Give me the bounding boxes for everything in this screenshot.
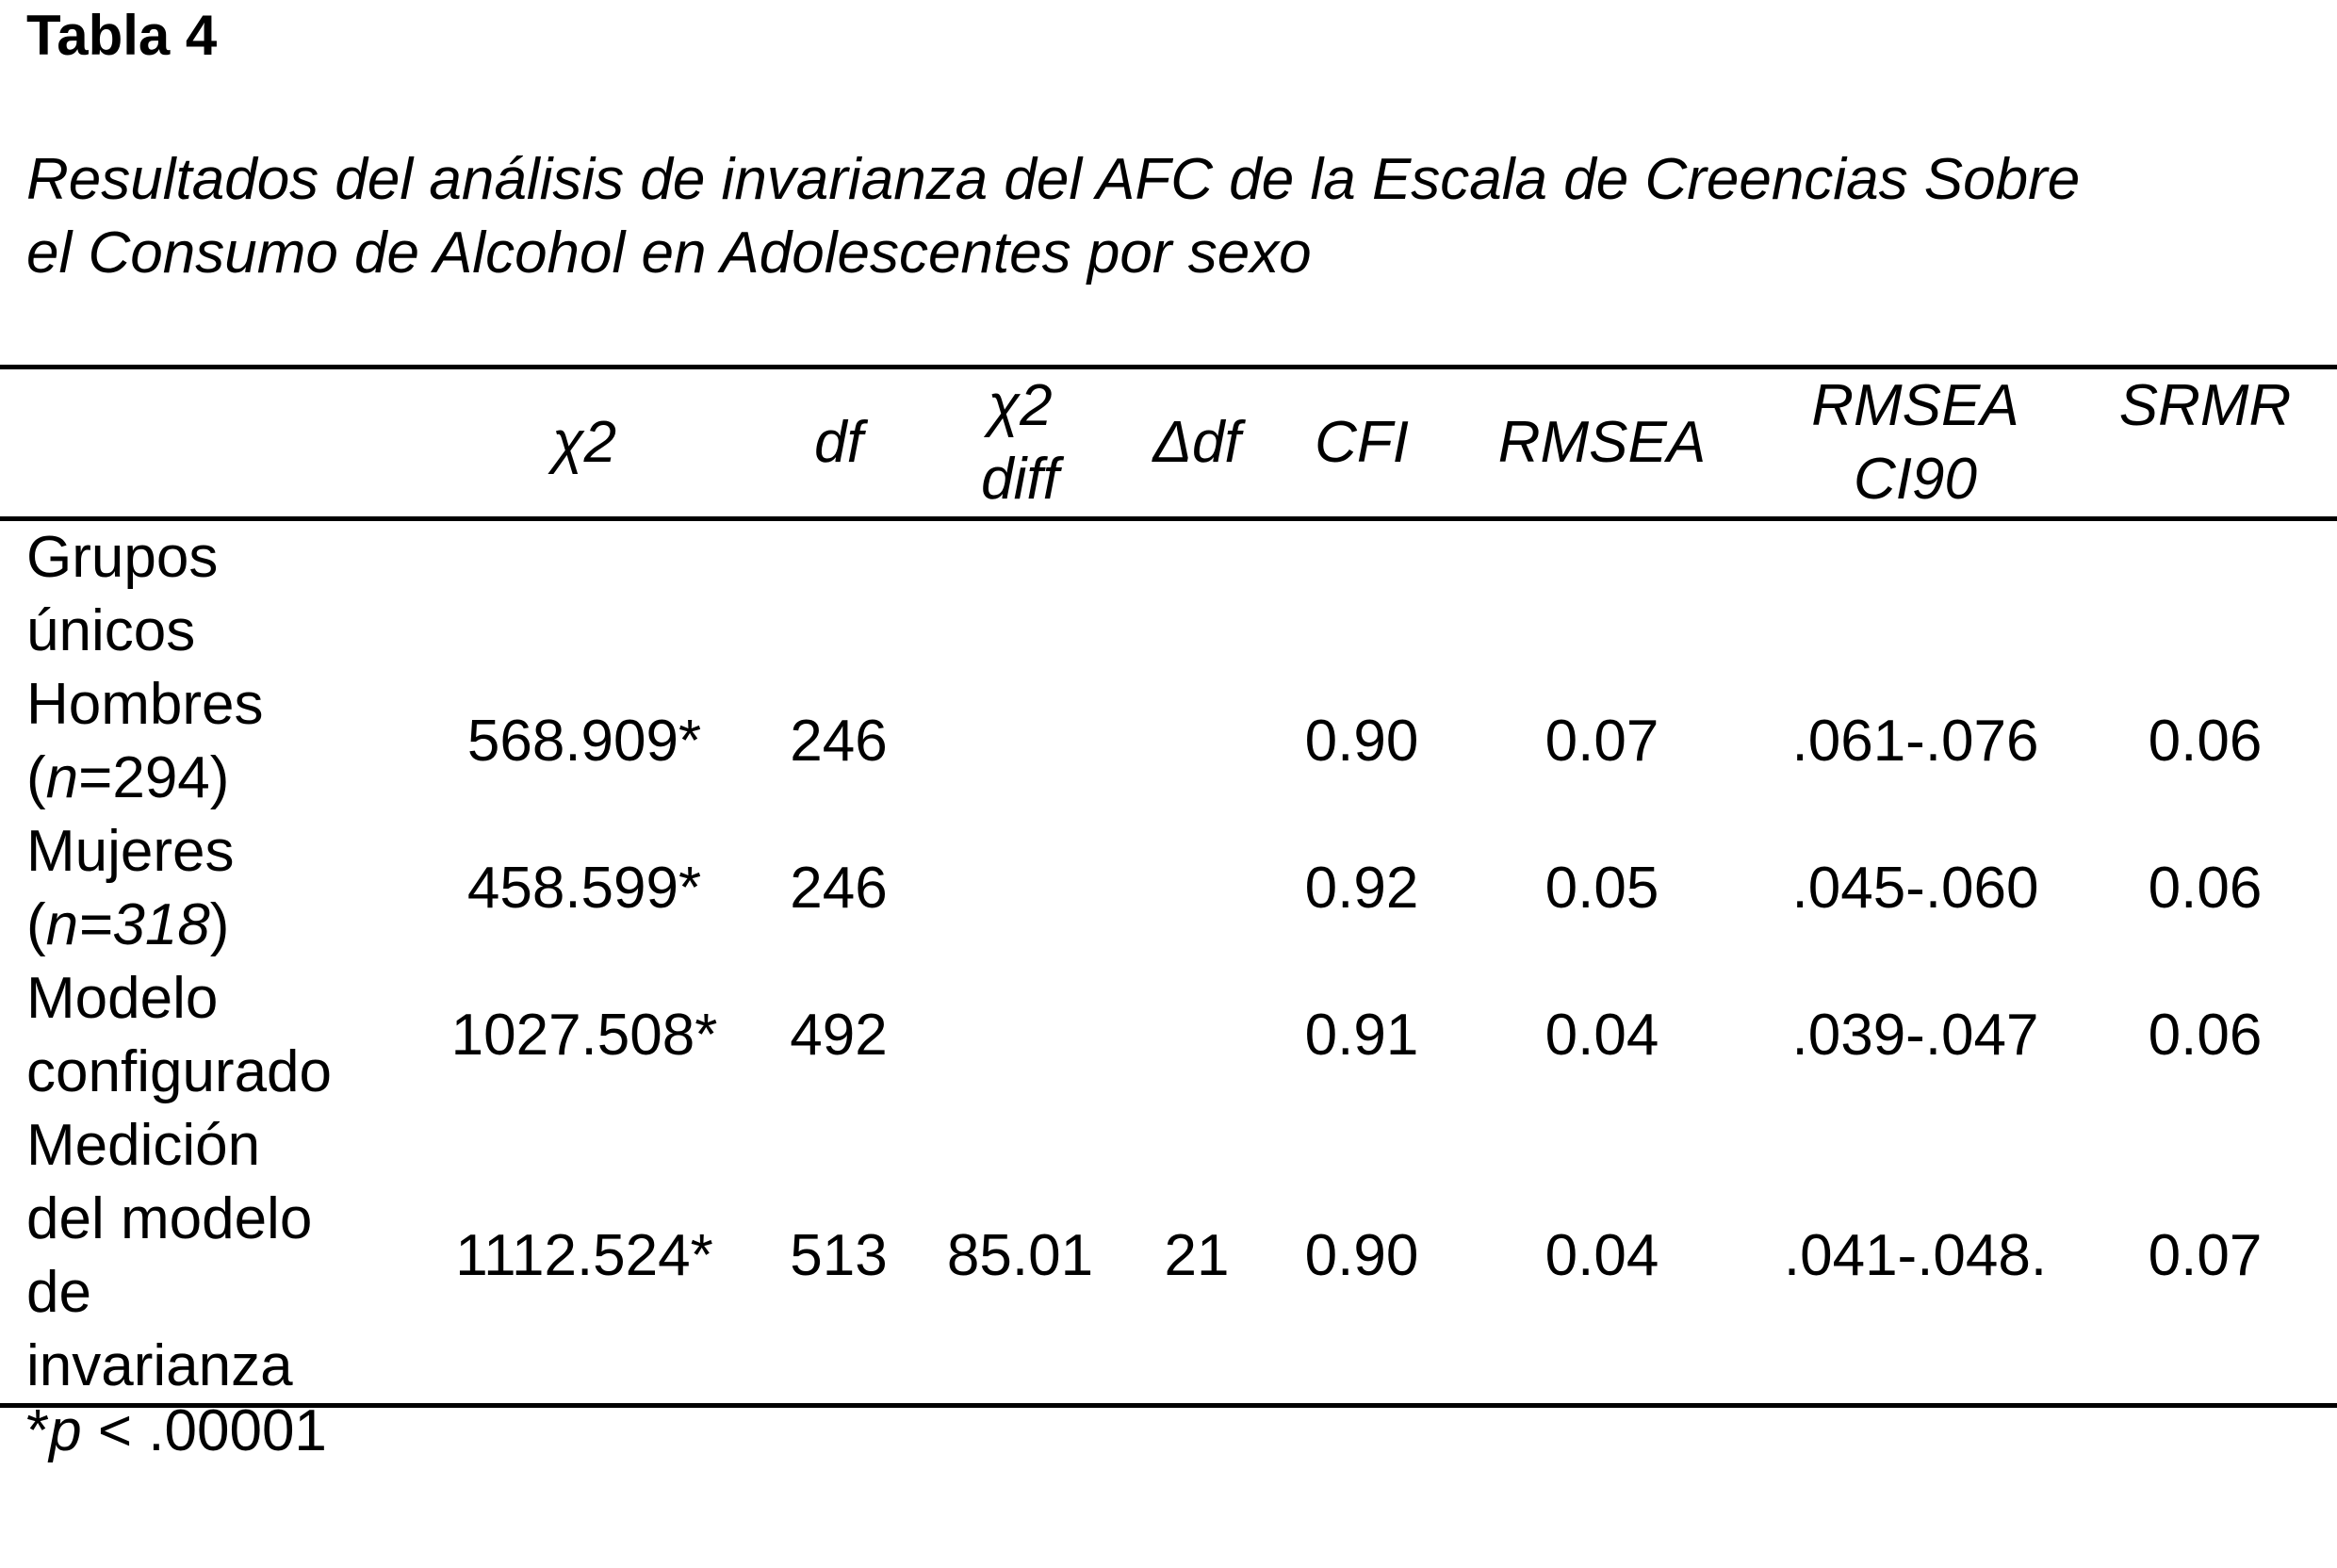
row-label-line: Modelo [26,966,219,1031]
table-label: Tabla 4 [26,4,218,67]
table-title-line-1: Resultados del análisis de invarianza del AFC de la Escala de Creencias Sobre [26,147,2081,212]
cell-rmsea [1446,519,1757,669]
cell-chi2: 1027.508* [450,1003,718,1068]
cell-srmr [2073,519,2337,669]
row-label-line: (n=294) [26,745,230,810]
row-label-line: únicos [26,598,196,663]
cell-chi2-diff [923,668,1117,815]
cell-df: 513 [790,1223,888,1288]
row-label-line: configurado [26,1039,333,1104]
header-chi2-diff-bottom: diff [981,447,1059,512]
cell-delta-df [1117,519,1277,669]
table-row [0,815,2337,962]
row-label-line: Mujeres [26,819,235,884]
cell-delta-df [1117,668,1277,815]
cell-srmr: 0.07 [2148,1223,2263,1288]
header-delta-df: Δdf [1152,410,1241,475]
header-chi2: χ2 [551,410,617,475]
row-label-line: Grupos [26,525,219,590]
row-label-medicion-invarianza [0,1109,415,1406]
header-cfi: CFI [1315,410,1409,475]
row-label-line: de [26,1260,91,1325]
row-label-hombres [0,668,415,815]
cell-cfi: 0.90 [1304,1223,1419,1288]
cell-df: 246 [790,709,888,774]
cell-cfi: 0.91 [1304,1003,1419,1068]
table-row [0,519,2337,669]
table-title-line-2: el Consumo de Alcohol en Adolescentes por sexo [26,220,1312,286]
results-table-container [0,365,2337,1408]
table-row [0,668,2337,815]
table-row [0,1109,2337,1406]
cell-rmsea-ci: .041-.048. [1783,1223,2048,1288]
cell-rmsea: 0.07 [1544,709,1659,774]
cell-chi2: 1112.524* [455,1223,713,1288]
cell-rmsea-ci: .045-.060 [1791,856,2039,921]
header-chi2-diff [923,368,1117,519]
header-df: df [814,410,863,475]
header-rmsea: RMSEA [1497,410,1707,475]
header-srmr: SRMR [2118,373,2292,438]
cell-srmr: 0.06 [2148,709,2263,774]
row-label-line: (n=318) [26,892,230,957]
cell-cfi [1277,519,1446,669]
cell-rmsea-ci: .061-.076 [1791,709,2039,774]
table-row [0,962,2337,1109]
invariance-results-table [0,365,2337,1408]
header-rmsea-ci [1757,368,2073,519]
cell-rmsea: 0.04 [1544,1223,1659,1288]
cell-delta-df: 21 [1164,1223,1230,1288]
row-label-line: Medición [26,1113,261,1178]
table-header-row [0,368,2337,519]
cell-chi2-diff [923,815,1117,962]
cell-srmr: 0.06 [2148,856,2263,921]
row-label-modelo-configurado [0,962,415,1109]
row-label-line: del modelo [26,1186,313,1251]
cell-chi2: 568.909* [466,709,702,774]
cell-srmr: 0.06 [2148,1003,2263,1068]
table-note: *p < .00001 [26,1398,327,1463]
table-title [26,143,2307,290]
cell-df: 246 [790,856,888,921]
row-label-line: Hombres [26,672,264,737]
cell-rmsea: 0.04 [1544,1003,1659,1068]
header-rmsea-ci-bottom: CI90 [1854,447,1977,512]
cell-rmsea: 0.05 [1544,856,1659,921]
cell-delta-df [1117,962,1277,1109]
cell-delta-df [1117,815,1277,962]
row-label-line: invarianza [26,1333,293,1398]
row-label-mujeres [0,815,415,962]
cell-rmsea-ci: .039-.047 [1791,1003,2039,1068]
cell-chi2-diff [923,962,1117,1109]
cell-rmsea-ci [1757,519,2073,669]
cell-df: 492 [790,1003,888,1068]
cell-df [754,519,923,669]
cell-chi2 [415,519,754,669]
cell-chi2: 458.599* [466,856,702,921]
cell-cfi: 0.92 [1304,856,1419,921]
cell-chi2-diff: 85.01 [946,1223,1094,1288]
cell-chi2-diff [923,519,1117,669]
header-rmsea-ci-top: RMSEA [1811,373,2019,438]
header-chi2-diff-top: χ2 [988,373,1053,438]
cell-cfi: 0.90 [1304,709,1419,774]
row-label-grupos-unicos [0,519,415,669]
header-model [0,368,415,519]
